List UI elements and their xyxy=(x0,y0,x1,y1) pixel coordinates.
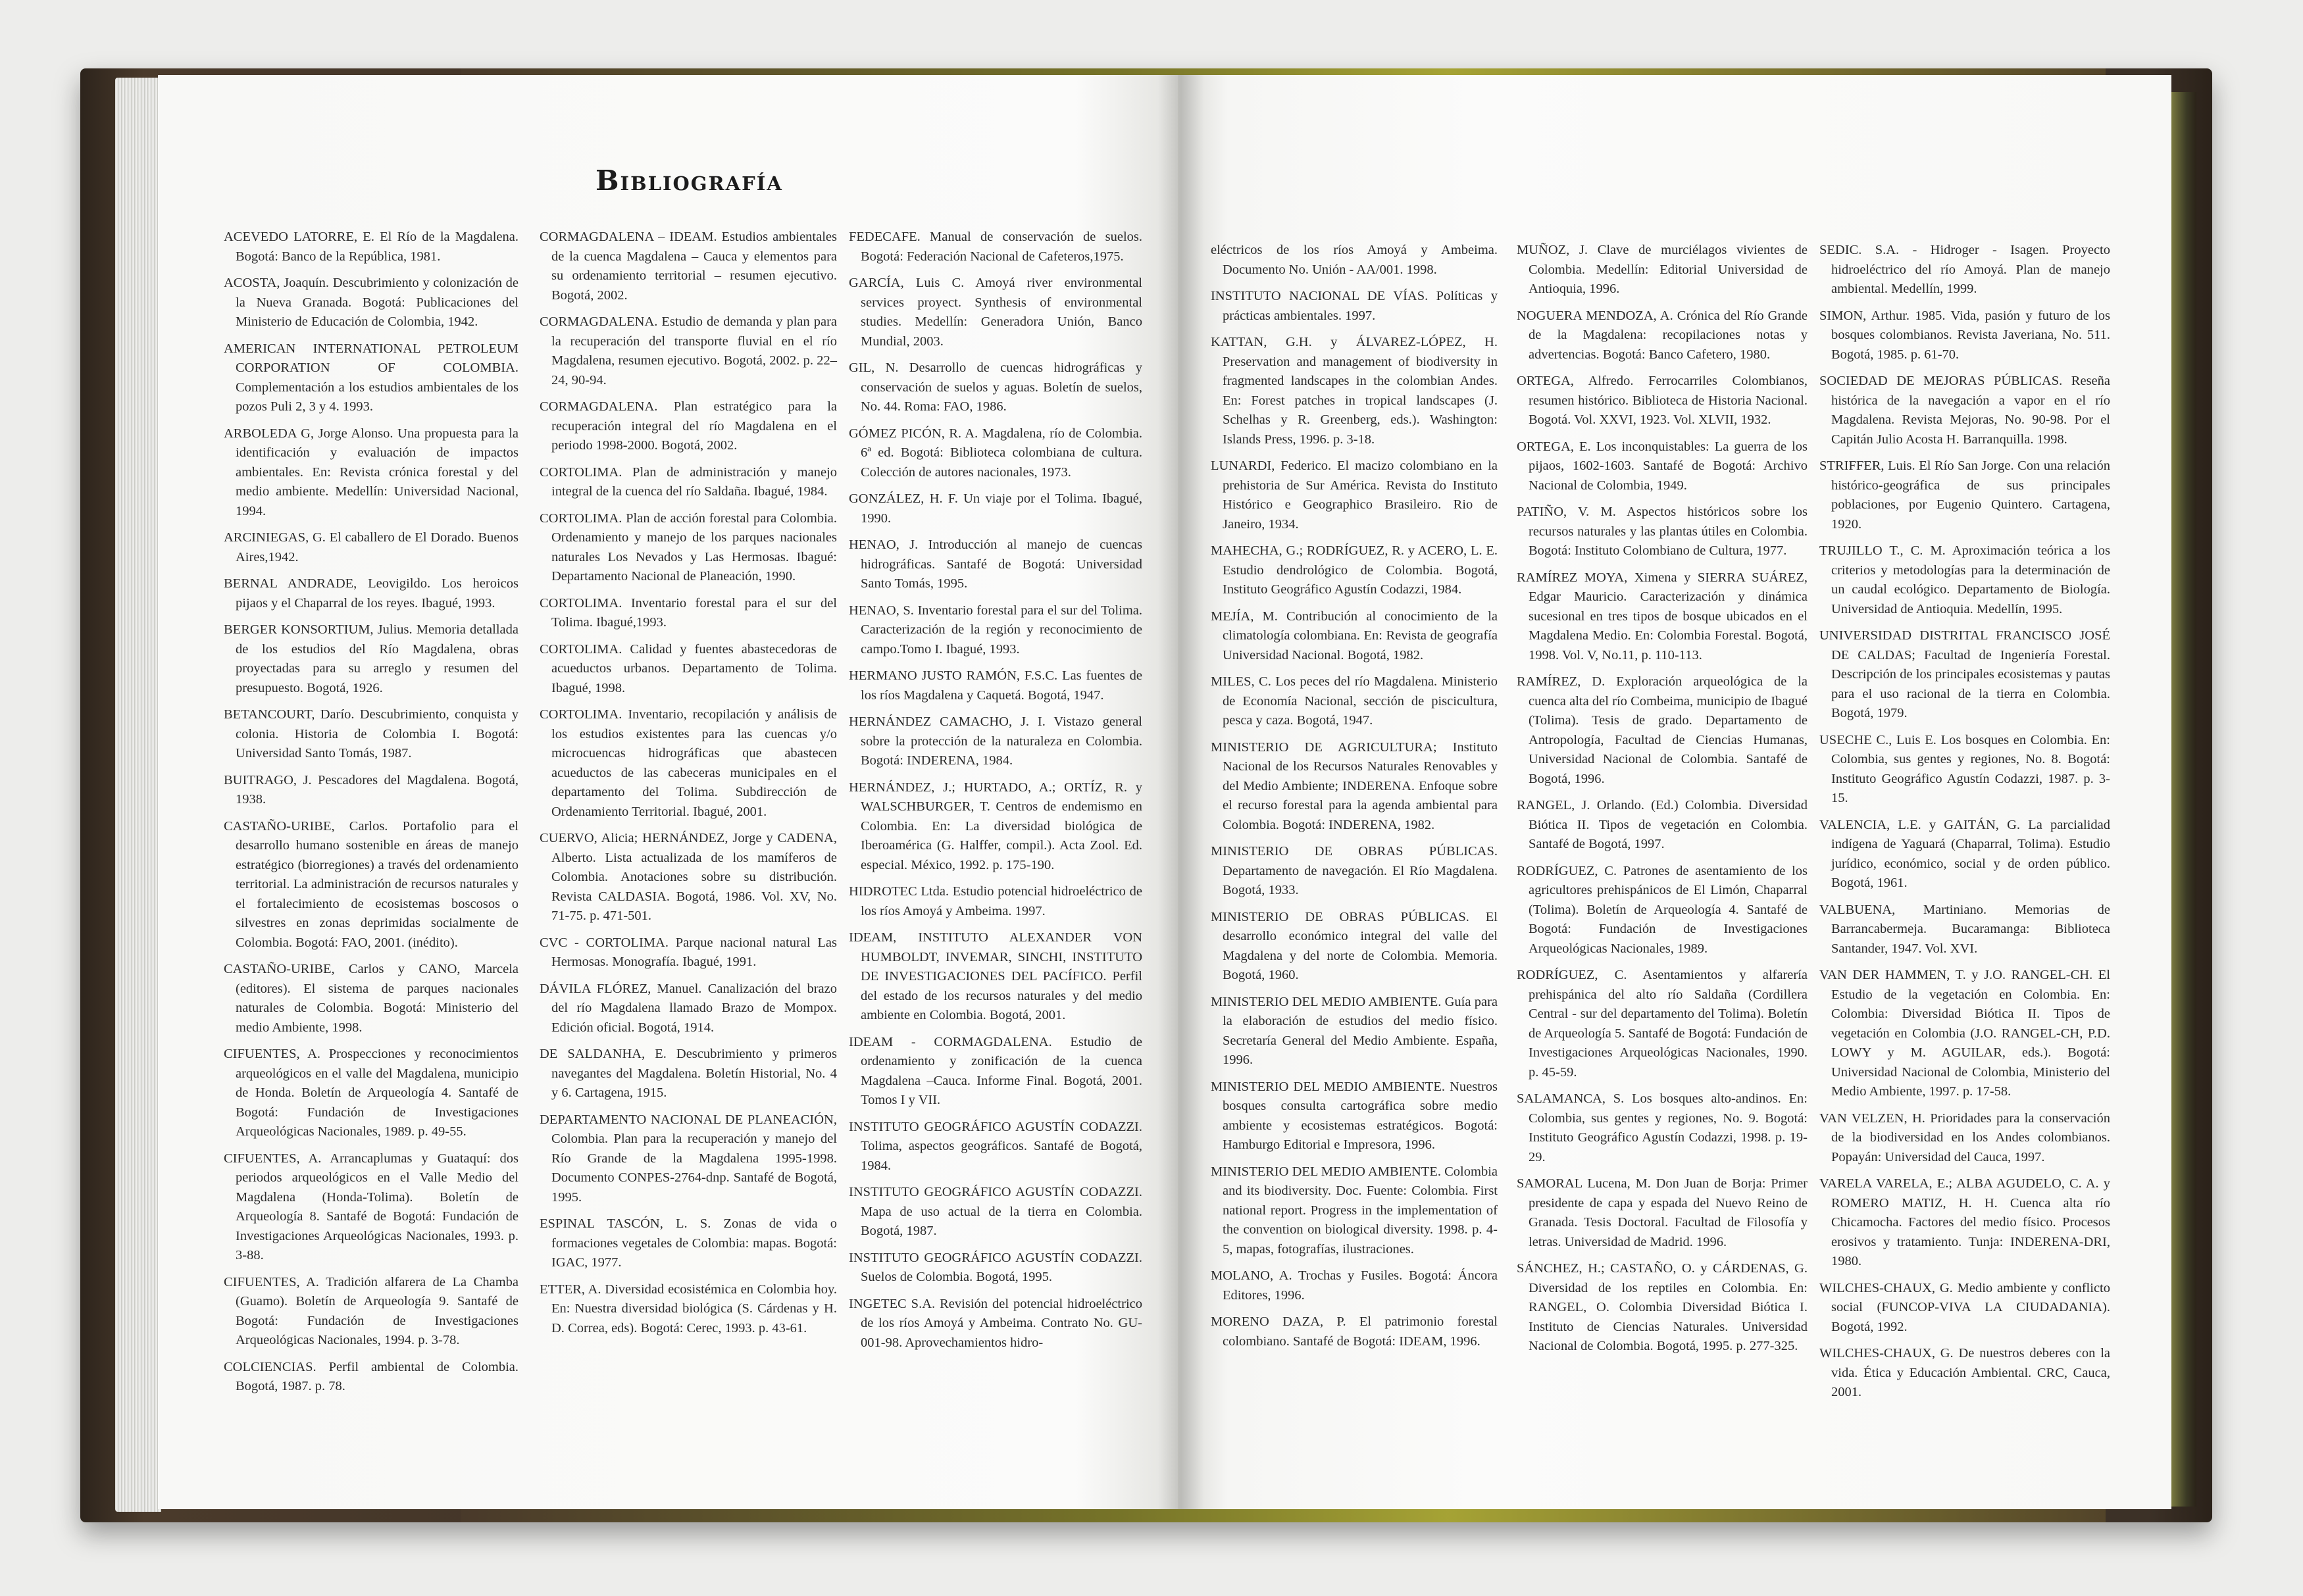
bibliography-entry: HENAO, S. Inventario forestal para el sur del Tolima. Caracterización de la región y reconocimiento de campo.Tomo I. Ibagué, 1993. xyxy=(849,603,1142,657)
bibliography-entry: MUÑOZ, J. Clave de murciélagos vivientes de Colombia. Medellín: Editorial Universidad de Antioquia, 1996. xyxy=(1517,243,1808,296)
bibliography-entry: CORMAGDALENA. Plan estratégico para la recuperación integral del río Magdalena en el periodo 1998-2000. Bogotá, 2002. xyxy=(540,399,837,453)
bibliography-entry: BUITRAGO, J. Pescadores del Magdalena. Bogotá, 1938. xyxy=(224,772,519,807)
bibliography-entry: MILES, C. Los peces del río Magdalena. Ministerio de Economía Nacional, sección de piscicultura, pesca y caza. Bogotá, 1947. xyxy=(1211,674,1498,728)
bibliography-entry: HERMANO JUSTO RAMÓN, F.S.C. Las fuentes de los ríos Magdalena y Caquetá. Bogotá, 1947. xyxy=(849,668,1142,703)
bibliography-entry: INGETEC S.A. Revisión del potencial hidroeléctrico de los ríos Amoyá y Ambeima. Contrato No. GU-001-98. Aprovechamientos hidro- xyxy=(849,1296,1142,1350)
bibliography-column-3 xyxy=(849,228,1142,1360)
bibliography-entry: CASTAÑO-URIBE, Carlos y CANO, Marcela (editores). El sistema de parques nacionales naturales de Colombia. Bogotá: Ministerio del medio Ambiente, 1998. xyxy=(224,962,519,1035)
bibliography-column-2 xyxy=(540,228,837,1345)
bibliography-entry: MEJÍA, M. Contribución al conocimiento de la climatología colombiana. En: Revista de geografía Universidad Nacional. Bogotá, 1982. xyxy=(1211,609,1498,662)
bibliography-entry: MINISTERIO DE AGRICULTURA; Instituto Nacional de los Recursos Naturales Renovables y del Medio Ambiente; INDERENA. Enfoque sobre el recurso forestal para la agenda ambiental para Colombia. Bogotá: INDERENA, 1982. xyxy=(1211,739,1498,832)
bibliography-entry: ORTEGA, E. Los inconquistables: La guerra de los pijaos, 1602-1603. Santafé de Bogotá: Archivo Nacional de Colombia, 1949. xyxy=(1517,439,1808,493)
bibliography-entry: VAN VELZEN, H. Prioridades para la conservación de la biodiversidad en los Andes colombianos. Popayán: Universidad del Cauca, 1997. xyxy=(1819,1110,2110,1164)
bibliography-entry: PATIÑO, V. M. Aspectos históricos sobre los recursos naturales y las plantas útiles en Colombia. Bogotá: Instituto Colombiano de Cultura, 1977. xyxy=(1517,505,1808,558)
bibliography-entry: DE SALDANHA, E. Descubrimiento y primeros navegantes del Magdalena. Boletín Historial, No. 4 y 6. Cartagena, 1915. xyxy=(540,1047,837,1100)
bibliography-entry: GARCÍA, Luis C. Amoyá river environmental services proyect. Synthesis of environmental studies. Medellín: Generadora Unión, Banco Mundial, 2003. xyxy=(849,276,1142,349)
bibliography-entry: IDEAM, INSTITUTO ALEXANDER VON HUMBOLDT, INVEMAR, SINCHI, INSTITUTO DE INVESTIGACIONES DEL PACÍFICO. Perfil del estado de los recursos naturales y del medio ambiente en Colombia. Bogotá, 2001. xyxy=(849,930,1142,1022)
bibliography-entry: HERNÁNDEZ CAMACHO, J. I. Vistazo general sobre la protección de la naturaleza en Colombia. Bogotá: INDERENA, 1984. xyxy=(849,714,1142,768)
bibliography-entry: CORTOLIMA. Inventario, recopilación y análisis de los estudios existentes para las cuencas y/o microcuencas hidrográficas que abastecen acueductos de las cabeceras municipales en el departamento del Tolima. Subdirección de Ordenamiento Territorial. Ibagué, 2001. xyxy=(540,707,837,819)
bibliography-entry: SÁNCHEZ, H.; CASTAÑO, O. y CÁRDENAS, G. Diversidad de los reptiles en Colombia. En: RANGEL, O. Colombia Diversidad Biótica I. Instituto de Ciencias Naturales. Universidad Nacional de Colombia. Bogotá, 1995. p. 277-325. xyxy=(1517,1261,1808,1353)
bibliography-entry: MAHECHA, G.; RODRÍGUEZ, R. y ACERO, L. E. Estudio dendrológico de Colombia. Bogotá, Instituto Geográfico Agustín Codazzi, 1984. xyxy=(1211,543,1498,597)
bibliography-entry: SOCIEDAD DE MEJORAS PÚBLICAS. Reseña histórica de la navegación a vapor en el río Magdalena. Revista Mejoras, No. 90-98. Por el Capitán Julio Acosta H. Barranquilla. 1998. xyxy=(1819,374,2110,447)
bibliography-entry: COLCIENCIAS. Perfil ambiental de Colombia. Bogotá, 1987. p. 78. xyxy=(224,1359,519,1393)
bibliography-entry: NOGUERA MENDOZA, A. Crónica del Río Grande de la Magdalena: recopilaciones notas y advertencias. Bogotá: Banco Cafetero, 1980. xyxy=(1517,308,1808,362)
bibliography-entry: RODRÍGUEZ, C. Asentamientos y alfarería prehispánica del alto río Saldaña (Cordillera Central - sur del departamento del Tolima). Boletín de Arqueología 5. Santafé de Bogotá: Fundación de Investigaciones Arqueológicas Nacionales, 1990. p. 45-59. xyxy=(1517,968,1808,1080)
bibliography-entry: GONZÁLEZ, H. F. Un viaje por el Tolima. Ibagué, 1990. xyxy=(849,491,1142,526)
bibliography-entry: CORTOLIMA. Plan de administración y manejo integral de la cuenca del río Saldaña. Ibagué, 1984. xyxy=(540,464,837,499)
bibliography-entry: CASTAÑO-URIBE, Carlos. Portafolio para el desarrollo humano sostenible en áreas de manejo estratégico (biorregiones) a través del ordenamiento territorial. La administración de recursos naturales y el fortalecimiento de ecosistemas boscosos o silvestres en zonas deprimidas socialmente de Colombia. Bogotá: FAO, 2001. (inédito). xyxy=(224,818,519,950)
bibliography-entry: ACEVEDO LATORRE, E. El Río de la Magdalena. Bogotá: Banco de la República, 1981. xyxy=(224,230,519,264)
bibliography-entry: CIFUENTES, A. Tradición alfarera de La Chamba (Guamo). Boletín de Arqueología 9. Santafé de Bogotá: Fundación de Investigaciones Arqueológicas Nacionales, 1994. p. 3-78. xyxy=(224,1274,519,1347)
bibliography-entry: ESPINAL TASCÓN, L. S. Zonas de vida o formaciones vegetales de Colombia: mapas. Bogotá: IGAC, 1977. xyxy=(540,1216,837,1270)
bibliography-entry: CORTOLIMA. Calidad y fuentes abastecedoras de acueductos urbanos. Departamento de Tolima. Ibagué, 1998. xyxy=(540,641,837,695)
bibliography-entry: MORENO DAZA, P. El patrimonio forestal colombiano. Santafé de Bogotá: IDEAM, 1996. xyxy=(1211,1314,1498,1349)
bibliography-entry: INSTITUTO GEOGRÁFICO AGUSTÍN CODAZZI. Tolima, aspectos geográficos. Santafé de Bogotá, 1984. xyxy=(849,1119,1142,1173)
bibliography-entry: CIFUENTES, A. Arrancaplumas y Guataquí: dos periodos arqueológicos en el Valle Medio del Magdalena (Honda-Tolima). Boletín de Arqueología 8. Santafé de Bogotá: Fundación de Investigaciones Arqueológicas Nacionales, 1993. p. 3-88. xyxy=(224,1151,519,1262)
bibliography-entry: CORTOLIMA. Plan de acción forestal para Colombia. Ordenamiento y manejo de los parques nacionales naturales Los Nevados y Las Hermosas. Ibagué: Departamento Nacional de Planeación, 1990. xyxy=(540,511,837,584)
bibliography-entry: RAMÍREZ, D. Exploración arqueológica de la cuenca alta del río Combeima, municipio de Ibagué (Tolima). Tesis de grado. Departamento de Antropología, Facultad de Ciencias Humanas, Universidad Nacional de Colombia. Santafé de Bogotá, 1996. xyxy=(1517,674,1808,786)
bibliography-entry: BETANCOURT, Darío. Descubrimiento, conquista y colonia. Historia de Colombia I. Bogotá: Universidad Santo Tomás, 1987. xyxy=(224,707,519,761)
bibliography-entry: CORMAGDALENA – IDEAM. Estudios ambientales de la cuenca Magdalena – Cauca y elementos para su ordenamiento territorial – resumen ejecutivo. Bogotá, 2002. xyxy=(540,230,837,303)
bibliography-entry: KATTAN, G.H. y ÁLVAREZ-LÓPEZ, H. Preservation and management of biodiversity in fragmented landscapes in the colombian Andes. En: Forest patches in tropical landscapes (J. Schelhas y R. Greenberg, eds.). Washington: Islands Press, 1996. p. 3-18. xyxy=(1211,335,1498,447)
bibliography-entry: RANGEL, J. Orlando. (Ed.) Colombia. Diversidad Biótica II. Tipos de vegetación en Colombia. Santafé de Bogotá, 1997. xyxy=(1517,798,1808,851)
bibliography-entry: CORTOLIMA. Inventario forestal para el sur del Tolima. Ibagué,1993. xyxy=(540,595,837,630)
bibliography-entry: ORTEGA, Alfredo. Ferrocarriles Colombianos, resumen histórico. Biblioteca de Historia Nacional. Bogotá. Vol. XXVI, 1923. Vol. XLVII, 1932. xyxy=(1517,374,1808,427)
bibliography-entry: UNIVERSIDAD DISTRITAL FRANCISCO JOSÉ DE CALDAS; Facultad de Ingeniería Forestal. Descripción de los principales ecosistemas y pautas para el uso racional de la tierra en Colombia. Bogotá, 1979. xyxy=(1819,628,2110,720)
bibliography-entry: BERNAL ANDRADE, Leovigildo. Los heroicos pijaos y el Chaparral de los reyes. Ibagué, 1993. xyxy=(224,576,519,611)
bibliography-entry: WILCHES-CHAUX, G. De nuestros deberes con la vida. Ética y Educación Ambiental. CRC, Cauca, 2001. xyxy=(1819,1346,2110,1399)
bibliography-entry: ETTER, A. Diversidad ecosistémica en Colombia hoy. En: Nuestra diversidad biológica (S. Cárdenas y H. D. Correa, eds). Bogotá: Cerec, 1993. p. 43-61. xyxy=(540,1282,837,1335)
bibliography-entry: MINISTERIO DEL MEDIO AMBIENTE. Colombia and its biodiversity. Doc. Fuente: Colombia. First national report. Progress in the implementation of the convention on biological diversity. 1998. p. 4-5, mapas, fotografías, ilustraciones. xyxy=(1211,1164,1498,1257)
bibliography-entry: MINISTERIO DE OBRAS PÚBLICAS. Departamento de navegación. El Río Magdalena. Bogotá, 1933. xyxy=(1211,844,1498,897)
bibliography-entry: ARBOLEDA G, Jorge Alonso. Una propuesta para la identificación y evaluación de impactos ambientales. En: Revista crónica forestal y del medio ambiente. Medellín: Universidad Nacional, 1994. xyxy=(224,426,519,518)
book-gutter xyxy=(1158,75,1204,1509)
bibliography-entry: VARELA VARELA, E.; ALBA AGUDELO, C. A. y ROMERO MATIZ, H. H. Cuenca alta río Chicamocha. Factores del medio físico. Procesos erosivos y tratamiento. Tunja: INDERENA-DRI, 1980. xyxy=(1819,1176,2110,1268)
bibliography-entry: HENAO, J. Introducción al manejo de cuencas hidrográficas. Santafé de Bogotá: Universidad Santo Tomás, 1995. xyxy=(849,537,1142,591)
bibliography-entry: GÓMEZ PICÓN, R. A. Magdalena, río de Colombia. 6ª ed. Bogotá: Biblioteca colombiana de cultura. Colección de autores nacionales, 1973. xyxy=(849,426,1142,480)
bibliography-entry: AMERICAN INTERNATIONAL PETROLEUM CORPORATION OF COLOMBIA. Complementación a los estudios ambientales de los pozos Puli 2, 3 y 4. 1993. xyxy=(224,341,519,414)
bibliography-column-6 xyxy=(1819,241,2110,1410)
bibliography-column-5 xyxy=(1517,241,1808,1364)
bibliography-entry: RODRÍGUEZ, C. Patrones de asentamiento de los agricultores prehispánicos de El Limón, Chaparral (Tolima). Boletín de Arqueología 4. Santafé de Bogotá: Fundación de Investigaciones Arqueológicas Nacionales, 1989. xyxy=(1517,863,1808,956)
bibliography-entry: MINISTERIO DEL MEDIO AMBIENTE. Nuestros bosques consulta cartográfica sobre medio ambiente y ecosistemas estratégicos. Bogotá: Hamburgo Editorial e Impresora, 1996. xyxy=(1211,1079,1498,1152)
bibliography-entry: MINISTERIO DE OBRAS PÚBLICAS. El desarrollo económico integral del valle del Magdalena y del norte de Colombia. Memoria. Bogotá, 1960. xyxy=(1211,909,1498,982)
bibliography-entry: DÁVILA FLÓREZ, Manuel. Canalización del brazo del río Magdalena llamado Brazo de Mompox. Edición oficial. Bogotá, 1914. xyxy=(540,981,837,1035)
bibliography-entry: TRUJILLO T., C. M. Aproximación teórica a los criterios y metodologías para la determinación de un caudal ecológico. Departamento de Biología. Universidad de Antioquia. Medellín, 1995. xyxy=(1819,543,2110,616)
bibliography-entry: WILCHES-CHAUX, G. Medio ambiente y conflicto social (FUNCOP-VIVA LA CIUDADANIA). Bogotá, 1992. xyxy=(1819,1280,2110,1334)
bibliography-entry: LUNARDI, Federico. El macizo colombiano en la prehistoria de Sur América. Revista do Instituto Histórico e Geographico Brasileiro. Rio de Janeiro, 1934. xyxy=(1211,459,1498,532)
bibliography-entry: MOLANO, A. Trochas y Fusiles. Bogotá: Áncora Editores, 1996. xyxy=(1211,1268,1498,1303)
bibliography-entry: VALBUENA, Martiniano. Memorias de Barrancabermeja. Bucaramanga: Biblioteca Santander, 1947. Vol. XVI. xyxy=(1819,902,2110,956)
bibliography-entry: CORMAGDALENA. Estudio de demanda y plan para la recuperación del transporte fluvial en el río Magdalena, resumen ejecutivo. Bogotá, 2002. p. 22–24, 90-94. xyxy=(540,314,837,387)
bibliography-entry: MINISTERIO DEL MEDIO AMBIENTE. Guía para la elaboración de estudios del medio físico. Secretaría General del Medio Ambiente. España, 1996. xyxy=(1211,994,1498,1067)
page-edges xyxy=(115,78,161,1512)
page-title: Bibliografía xyxy=(595,164,783,197)
bibliography-entry: SAMORAL Lucena, M. Don Juan de Borja: Primer presidente de capa y espada del Nuevo Reino de Granada. Tesis Doctoral. Facultad de Filosofía y letras. Universidad de Madrid. 1996. xyxy=(1517,1176,1808,1249)
bibliography-entry: RAMÍREZ MOYA, Ximena y SIERRA SUÁREZ, Edgar Mauricio. Caracterización y dinámica sucesional en tres tipos de bosque ubicados en el Magdalena Medio. En: Colombia Forestal. Bogotá, 1998. Vol. V, No.11, p. 110-113. xyxy=(1517,570,1808,662)
bibliography-entry: HIDROTEC Ltda. Estudio potencial hidroeléctrico de los ríos Amoyá y Ambeima. 1997. xyxy=(849,884,1142,918)
bibliography-column-1 xyxy=(224,228,519,1404)
bibliography-entry: CUERVO, Alicia; HERNÁNDEZ, Jorge y CADENA, Alberto. Lista actualizada de los mamíferos de Colombia. Anotaciones sobre su distribución. Revista CALDASIA. Bogotá, 1986. Vol. XV, No. 71-75. p. 471-501. xyxy=(540,831,837,923)
bibliography-entry: VAN DER HAMMEN, T. y J.O. RANGEL-CH. El Estudio de la vegetación en Colombia. En: Colombia: Diversidad Biótica II. Tipos de vegetación en Colombia (J.O. RANGEL-CH, P.D. LOWY y M. AGUILAR, eds.). Bogotá: Universidad Nacional de Colombia, Ministerio del Medio Ambiente, 1997. p. 17-58. xyxy=(1819,968,2110,1099)
bibliography-entry: INSTITUTO NACIONAL DE VÍAS. Políticas y prácticas ambientales. 1997. xyxy=(1211,289,1498,323)
bibliography-entry: ACOSTA, Joaquín. Descubrimiento y colonización de la Nueva Granada. Bogotá: Publicaciones del Ministerio de Educación de Colombia, 1942. xyxy=(224,276,519,329)
bibliography-entry: INSTITUTO GEOGRÁFICO AGUSTÍN CODAZZI. Suelos de Colombia. Bogotá, 1995. xyxy=(849,1250,1142,1284)
bibliography-entry: HERNÁNDEZ, J.; HURTADO, A.; ORTÍZ, R. y WALSCHBURGER, T. Centros de endemismo en Colombia. En: La diversidad biológica de Iberoamérica (G. Halffer, compil.). Acta Zool. Ed. especial. México, 1992. p. 175-190. xyxy=(849,780,1142,872)
bibliography-entry: USECHE C., Luis E. Los bosques en Colombia. En: Colombia, sus gentes y regiones, No. 8. Bogotá: Instituto Geográfico Agustín Codazzi, 1987. p. 3-15. xyxy=(1819,732,2110,805)
bibliography-entry: CIFUENTES, A. Prospecciones y reconocimientos arqueológicos en el valle del Magdalena, municipio de Honda. Boletín de Arqueología 4. Santafé de Bogotá: Fundación de Investigaciones Arqueológicas Nacionales, 1989. p. 49-55. xyxy=(224,1047,519,1139)
bibliography-entry: CVC - CORTOLIMA. Parque nacional natural Las Hermosas. Monografía. Ibagué, 1991. xyxy=(540,935,837,969)
bibliography-entry: STRIFFER, Luis. El Río San Jorge. Con una relación histórico-geográfica de sus principales poblaciones, por Eugenio Quintero. Cartagena, 1920. xyxy=(1819,459,2110,532)
bibliography-entry: BERGER KONSORTIUM, Julius. Memoria detallada de los estudios del Río Magdalena, obras proyectadas para su arreglo y resumen del presupuesto. Bogotá, 1926. xyxy=(224,622,519,695)
bibliography-entry: SALAMANCA, S. Los bosques alto-andinos. En: Colombia, sus gentes y regiones, No. 9. Bogotá: Instituto Geográfico Agustín Codazzi, 1998. p. 19-29. xyxy=(1517,1091,1808,1164)
bibliography-entry: INSTITUTO GEOGRÁFICO AGUSTÍN CODAZZI. Mapa de uso actual de la tierra en Colombia. Bogotá, 1987. xyxy=(849,1185,1142,1238)
bibliography-entry: FEDECAFE. Manual de conservación de suelos. Bogotá: Federación Nacional de Cafeteros,1975. xyxy=(849,230,1142,264)
bibliography-entry: SEDIC. S.A. - Hidroger - Isagen. Proyecto hidroeléctrico del río Amoyá. Plan de manejo ambiental. Medellín, 1999. xyxy=(1819,243,2110,296)
bibliography-entry: VALENCIA, L.E. y GAITÁN, G. La parcialidad indígena de Yaguará (Chaparral, Tolima). Estudio jurídico, económico, social y de orden público. Bogotá, 1961. xyxy=(1819,817,2110,890)
bibliography-entry: DEPARTAMENTO NACIONAL DE PLANEACIÓN, Colombia. Plan para la recuperación y manejo del Río Grande de la Magdalena 1995-1998. Documento CONPES-2764-dnp. Santafé de Bogotá, 1995. xyxy=(540,1112,837,1205)
bibliography-entry: ARCINIEGAS, G. El caballero de El Dorado. Buenos Aires,1942. xyxy=(224,530,519,564)
bibliography-entry: GIL, N. Desarrollo de cuencas hidrográficas y conservación de suelos y aguas. Boletín de suelos, No. 44. Roma: FAO, 1986. xyxy=(849,361,1142,414)
bibliography-entry: IDEAM - CORMAGDALENA. Estudio de ordenamiento y zonificación de la cuenca Magdalena –Cauca. Informe Final. Bogotá, 2001. Tomos I y VII. xyxy=(849,1034,1142,1107)
bibliography-entry: eléctricos de los ríos Amoyá y Ambeima. Documento No. Unión - AA/001. 1998. xyxy=(1211,243,1498,277)
cover-edge-right xyxy=(2171,92,2196,1507)
bibliography-column-4 xyxy=(1211,241,1498,1359)
bibliography-entry: SIMON, Arthur. 1985. Vida, pasión y futuro de los bosques colombianos. Revista Javeriana, No. 511. Bogotá, 1985. p. 61-70. xyxy=(1819,308,2110,362)
